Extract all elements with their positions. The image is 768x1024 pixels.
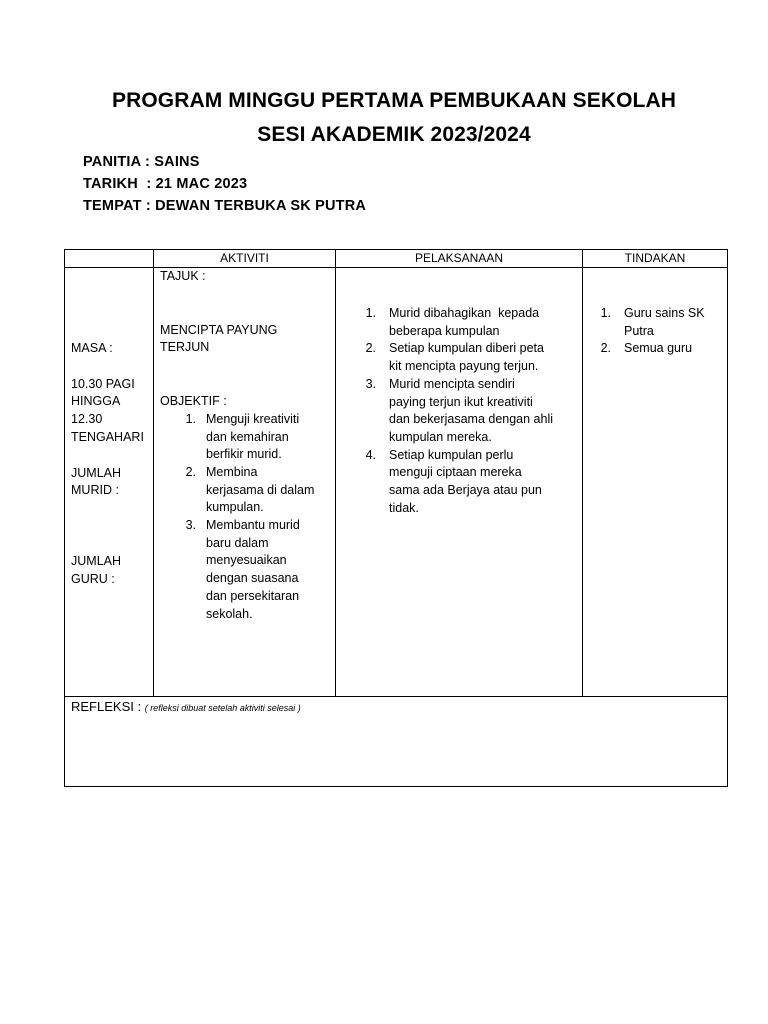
panitia-field: PANITIA : SAINS — [83, 154, 200, 170]
list-number: 4. — [365, 447, 376, 462]
program-table — [64, 249, 728, 787]
list-text: sekolah. — [206, 606, 253, 621]
list-text: Setiap kumpulan diberi peta — [389, 341, 544, 356]
list-text: dan kemahiran — [206, 429, 289, 444]
time-column-cell — [65, 268, 154, 697]
list-item — [160, 411, 335, 464]
list-text: menguji ciptaan mereka — [389, 465, 522, 480]
jumlah-guru-label: JUMLAH — [71, 553, 122, 568]
tindakan-list — [583, 305, 727, 358]
jumlah-murid-label: JUMLAH — [71, 465, 122, 480]
list-item — [336, 340, 582, 375]
list-number: 3. — [185, 518, 196, 533]
list-text: Setiap kumpulan perlu — [389, 447, 514, 462]
tajuk-text: MENCIPTA PAYUNG — [160, 322, 278, 337]
list-number: 1. — [185, 411, 196, 426]
header-cell-blank — [65, 250, 154, 268]
header-cell-tindakan: TINDAKAN — [583, 250, 728, 268]
list-text: Membina — [206, 464, 258, 479]
list-number: 1. — [365, 306, 376, 320]
document-title-line1: PROGRAM MINGGU PERTAMA PEMBUKAAN SEKOLAH — [112, 89, 676, 112]
tajuk-text: TERJUN — [160, 340, 210, 355]
aktiviti-cell — [154, 268, 336, 697]
refleksi-cell — [65, 697, 728, 787]
pelaksanaan-list — [336, 305, 582, 517]
list-item — [336, 447, 582, 518]
list-text: kumpulan. — [206, 500, 264, 515]
list-item — [336, 376, 582, 447]
list-text: kit mencipta payung terjun. — [389, 359, 539, 374]
list-item — [583, 305, 727, 340]
list-text: Murid mencipta sendiri — [389, 376, 515, 391]
list-text: paying terjun ikut kreativiti — [389, 394, 533, 409]
list-text: dengan suasana — [206, 571, 299, 586]
list-number: 1. — [600, 306, 611, 320]
masa-label: MASA : — [71, 341, 113, 355]
list-text: kumpulan mereka. — [389, 429, 492, 444]
list-number: 3. — [365, 376, 376, 391]
list-text: Putra — [624, 323, 654, 338]
refleksi-label: REFLEKSI : — [71, 699, 145, 714]
list-text: dan persekitaran — [206, 588, 300, 603]
objektif-list — [160, 411, 335, 623]
tempat-field: TEMPAT : DEWAN TERBUKA SK PUTRA — [83, 198, 367, 214]
document-title-line2: SESI AKADEMIK 2023/2024 — [257, 123, 531, 146]
list-number: 2. — [185, 464, 196, 479]
refleksi-note: ( refleksi dibuat setelah aktiviti selesai ) — [144, 703, 301, 713]
table-body-row — [65, 268, 728, 697]
tindakan-cell — [583, 268, 728, 697]
list-text: Murid dibahagikan kepada — [389, 306, 540, 320]
list-number: 2. — [600, 341, 611, 356]
jumlah-murid-label: MURID : — [71, 483, 119, 498]
list-item — [336, 305, 582, 340]
time-line: HINGGA — [71, 394, 121, 409]
list-number: 2. — [365, 341, 376, 356]
list-item — [160, 517, 335, 623]
list-text: Semua guru — [624, 341, 693, 356]
list-item — [583, 340, 727, 358]
list-item — [160, 464, 335, 517]
list-text: sama ada Berjaya atau pun — [389, 483, 542, 498]
header-cell-aktiviti: AKTIVITI — [154, 250, 336, 268]
list-text: beberapa kumpulan — [389, 323, 500, 338]
header-cell-pelaksanaan: PELAKSANAAN — [336, 250, 583, 268]
list-text: berfikir murid. — [206, 447, 282, 462]
list-text: Menguji kreativiti — [206, 411, 300, 426]
refleksi-row — [65, 697, 728, 787]
tajuk-label: TAJUK : — [160, 269, 206, 283]
list-text: menyesuaikan — [206, 553, 287, 568]
time-line: 12.30 — [71, 412, 103, 427]
list-text: tidak. — [389, 500, 419, 515]
list-text: Guru sains SK — [624, 306, 705, 320]
list-text: baru dalam — [206, 535, 269, 550]
list-text: kerjasama di dalam — [206, 482, 315, 497]
jumlah-guru-label: GURU : — [71, 571, 115, 586]
objektif-label: OBJEKTIF : — [160, 394, 227, 409]
time-line: 10.30 PAGI — [71, 376, 135, 391]
time-line: TENGAHARI — [71, 429, 144, 444]
tarikh-field: TARIKH : 21 MAC 2023 — [83, 176, 248, 192]
list-text: Membantu murid — [206, 518, 300, 533]
table-header-row — [65, 250, 728, 268]
list-text: dan bekerjasama dengan ahli — [389, 412, 554, 427]
pelaksanaan-cell — [336, 268, 583, 697]
